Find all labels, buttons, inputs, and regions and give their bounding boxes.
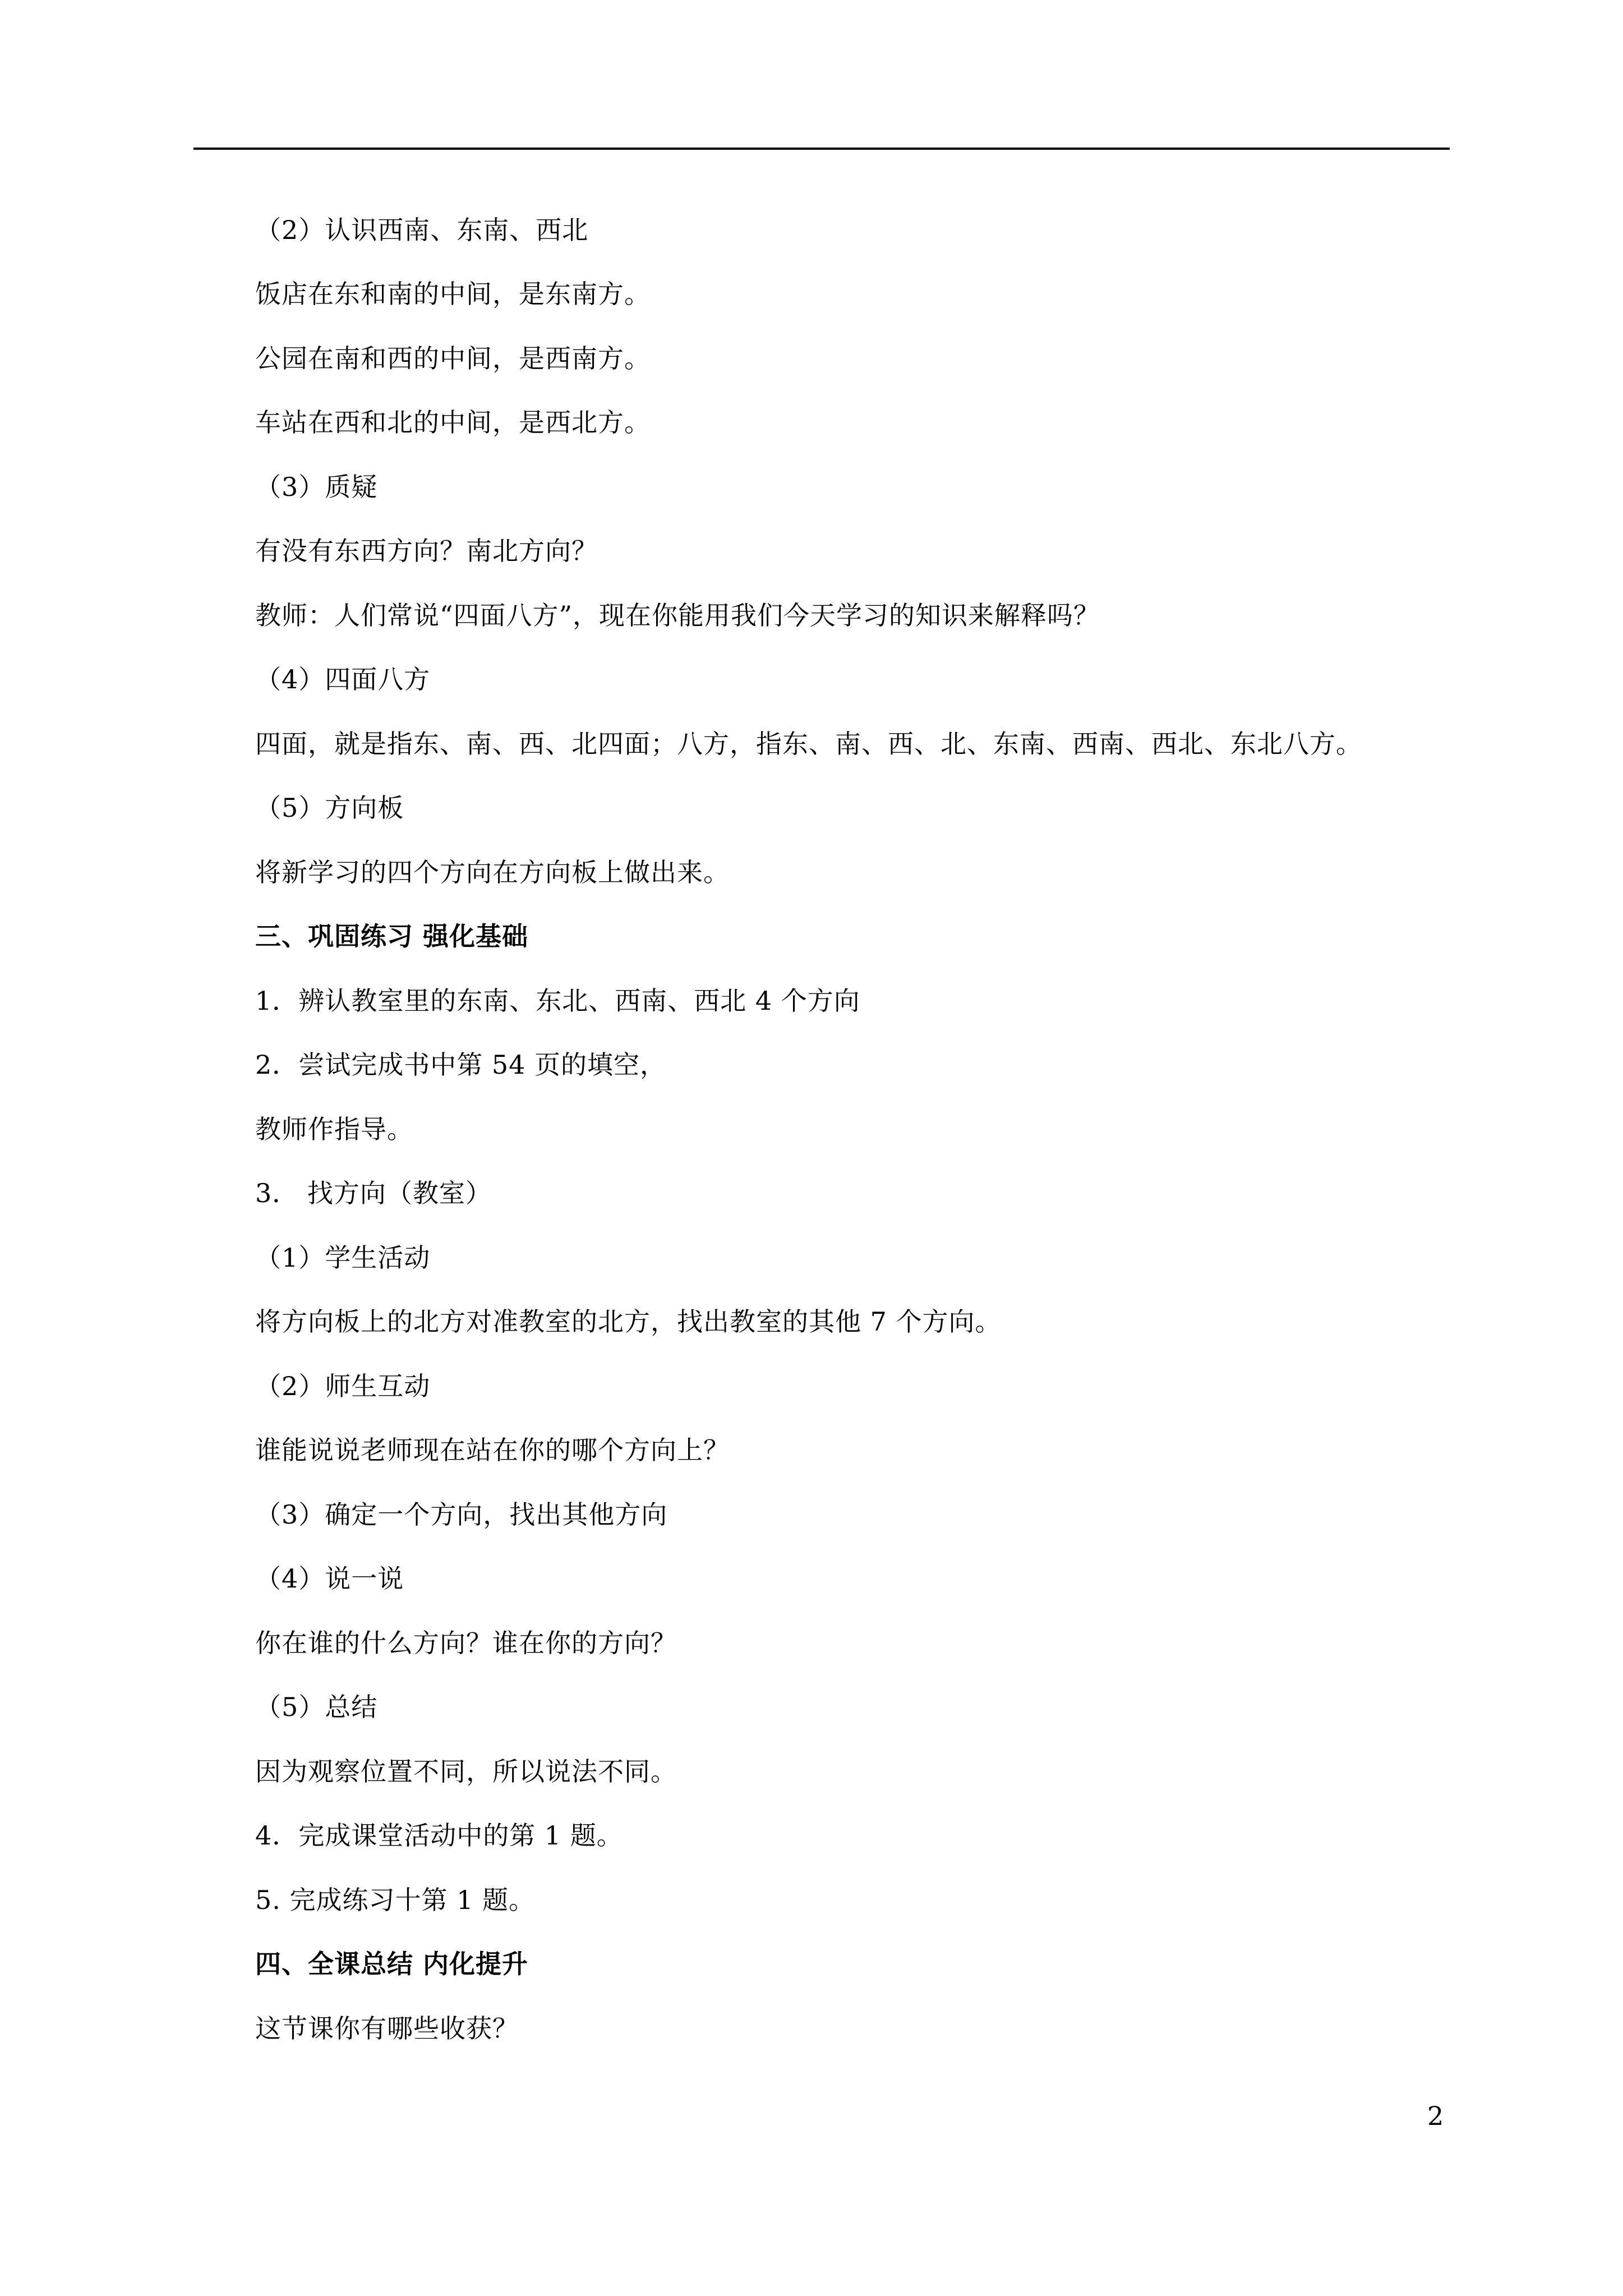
text-line: 4．完成课堂活动中的第 1 题。 (255, 1820, 623, 1851)
text-line: 教师作指导。 (255, 1114, 413, 1144)
text-line: 公园在南和西的中间，是西南方。 (255, 343, 651, 374)
text-line: 谁能说说老师现在站在你的哪个方向上？ (255, 1435, 730, 1465)
text-line: 1．辨认教室里的东南、东北、西南、西北 4 个方向 (255, 986, 860, 1016)
text-line: （3）确定一个方向，找出其他方向 (255, 1499, 668, 1530)
text-line: 因为观察位置不同，所以说法不同。 (255, 1756, 677, 1787)
text-line: （5）总结 (255, 1692, 378, 1722)
page-number: 2 (1427, 2101, 1444, 2131)
header-rule (193, 148, 1450, 150)
text-line: 5. 完成练习十第 1 题。 (255, 1885, 536, 1915)
text-line: 车站在西和北的中间，是西北方。 (255, 407, 651, 438)
text-line: 2．尝试完成书中第 54 页的填空， (255, 1050, 667, 1080)
section-heading: 四、全课总结 内化提升 (255, 1949, 529, 1979)
section-heading: 三、巩固练习 强化基础 (255, 921, 529, 951)
text-line: 3． 找方向（教室） (255, 1178, 492, 1208)
text-line: 教师：人们常说“四面八方”，现在你能用我们今天学习的知识来解释吗？ (255, 600, 1100, 631)
text-line: 将新学习的四个方向在方向板上做出来。 (255, 857, 730, 887)
text-line: 四面，就是指东、南、西、北四面；八方，指东、南、西、北、东南、西南、西北、东北八方。 (255, 729, 1362, 759)
text-line: 将方向板上的北方对准教室的北方，找出教室的其他 7 个方向。 (255, 1306, 1002, 1337)
text-line: 这节课你有哪些收获？ (255, 2013, 519, 2044)
text-line: （2）师生互动 (255, 1371, 431, 1401)
text-line: （2）认识西南、东南、西北 (255, 215, 589, 245)
text-line: 饭店在东和南的中间，是东南方。 (255, 279, 651, 309)
text-line: （1）学生活动 (255, 1243, 431, 1273)
text-line: （4）说一说 (255, 1563, 404, 1594)
text-line: （4）四面八方 (255, 664, 431, 694)
text-line: 有没有东西方向？南北方向？ (255, 536, 598, 566)
text-line: 你在谁的什么方向？谁在你的方向？ (255, 1628, 677, 1658)
text-line: （5）方向板 (255, 793, 404, 823)
text-line: （3）质疑 (255, 472, 378, 502)
